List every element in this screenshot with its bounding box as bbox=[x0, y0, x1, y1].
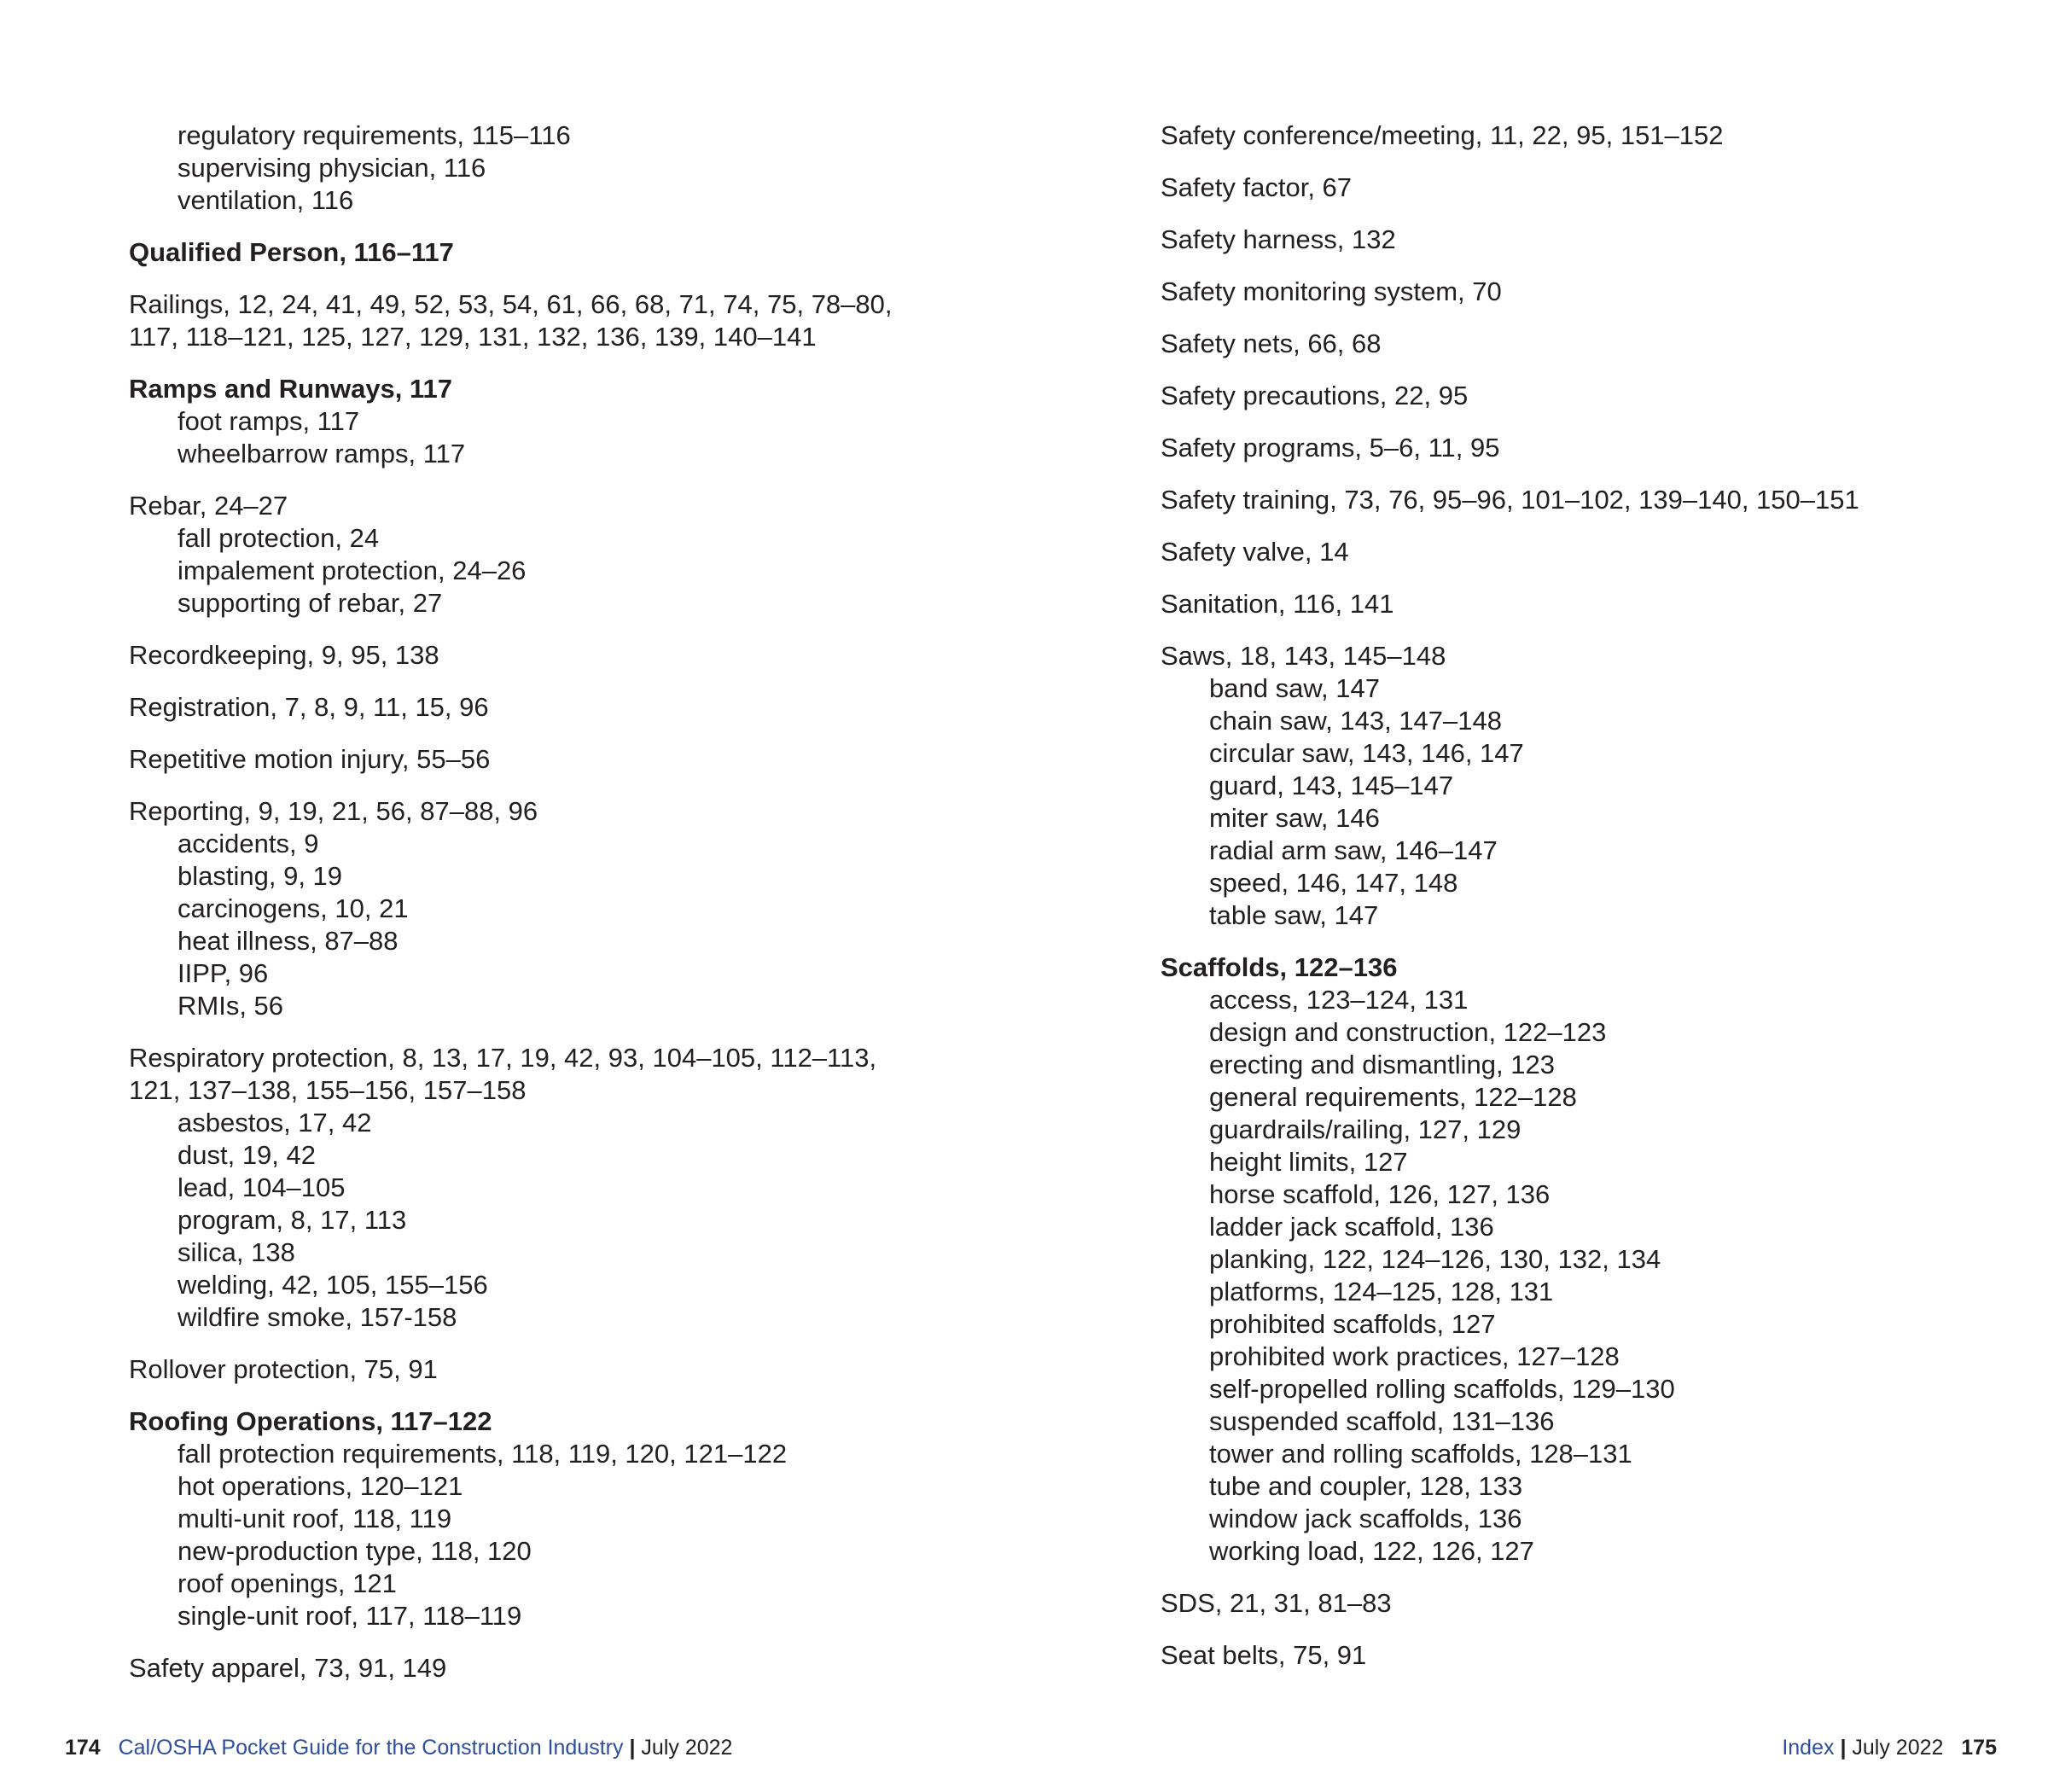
index-entry bbox=[129, 1353, 982, 1386]
index-entry bbox=[129, 795, 982, 1022]
index-subentry: self-propelled rolling scaffolds, 129–130 bbox=[1209, 1374, 1675, 1404]
footer-date: July 2022 bbox=[641, 1736, 733, 1760]
index-subentry: wildfire smoke, 157-158 bbox=[177, 1302, 457, 1332]
index-entry bbox=[129, 373, 982, 470]
index-term: Seat belts, 75, 91 bbox=[1161, 1640, 1367, 1670]
index-subentry: working load, 122, 126, 127 bbox=[1209, 1536, 1534, 1566]
index-subentry: hot operations, 120–121 bbox=[177, 1471, 463, 1501]
index-section-heading: Roofing Operations, 117–122 bbox=[129, 1406, 492, 1436]
index-entry bbox=[129, 1652, 982, 1684]
index-subentry: accidents, 9 bbox=[177, 829, 319, 858]
index-subentry: new-production type, 118, 120 bbox=[177, 1536, 532, 1566]
index-subentry: ventilation, 116 bbox=[177, 185, 354, 215]
footer-date: July 2022 bbox=[1852, 1736, 1944, 1760]
index-subentry: chain saw, 143, 147–148 bbox=[1209, 706, 1502, 736]
index-subentry: height limits, 127 bbox=[1209, 1147, 1408, 1177]
index-subentry: IIPP, 96 bbox=[177, 958, 269, 988]
index-subentry: band saw, 147 bbox=[1209, 673, 1380, 703]
index-term: Safety precautions, 22, 95 bbox=[1161, 381, 1469, 410]
index-subentry: tube and coupler, 128, 133 bbox=[1209, 1471, 1523, 1501]
guide-title: Cal/OSHA Pocket Guide for the Construction Industry bbox=[118, 1736, 624, 1760]
index-entry bbox=[129, 743, 982, 776]
index-subentry: radial arm saw, 146–147 bbox=[1209, 835, 1498, 865]
index-entry bbox=[1161, 640, 2014, 932]
index-subentry: speed, 146, 147, 148 bbox=[1209, 868, 1458, 898]
index-section-heading: Ramps and Runways, 117 bbox=[129, 374, 453, 404]
index-section-heading: Scaffolds, 122–136 bbox=[1161, 952, 1398, 982]
index-subentry: erecting and dismantling, 123 bbox=[1209, 1050, 1555, 1079]
index-subentry: carcinogens, 10, 21 bbox=[177, 893, 409, 923]
index-entry bbox=[1161, 1639, 2014, 1672]
index-subentry: program, 8, 17, 113 bbox=[177, 1205, 407, 1235]
index-subentry: asbestos, 17, 42 bbox=[177, 1108, 372, 1137]
index-term: Safety apparel, 73, 91, 149 bbox=[129, 1653, 447, 1683]
index-term: Safety conference/meeting, 11, 22, 95, 151–152 bbox=[1161, 120, 1724, 150]
index-entry bbox=[1161, 328, 2014, 360]
index-subentry: access, 123–124, 131 bbox=[1209, 985, 1469, 1015]
index-term: Railings, 12, 24, 41, 49, 52, 53, 54, 61, 66, 68, 71, 74, 75, 78–80, bbox=[129, 289, 893, 319]
index-entry bbox=[129, 236, 982, 269]
index-entry bbox=[1161, 484, 2014, 516]
index-entry bbox=[1161, 224, 2014, 256]
index-term: Safety monitoring system, 70 bbox=[1161, 276, 1502, 306]
index-subentry: planking, 122, 124–126, 130, 132, 134 bbox=[1209, 1244, 1661, 1274]
index-subentry: impalement protection, 24–26 bbox=[177, 556, 527, 585]
index-subentry: guardrails/railing, 127, 129 bbox=[1209, 1114, 1521, 1144]
index-subentry: tower and rolling scaffolds, 128–131 bbox=[1209, 1439, 1632, 1469]
index-entry bbox=[129, 639, 982, 672]
index-subentry: ladder jack scaffold, 136 bbox=[1209, 1212, 1494, 1242]
index-subentry: fall protection requirements, 118, 119, 120, 121–122 bbox=[177, 1439, 788, 1469]
index-entry bbox=[1161, 172, 2014, 204]
index-term: Recordkeeping, 9, 95, 138 bbox=[129, 640, 439, 670]
index-subentry: platforms, 124–125, 128, 131 bbox=[1209, 1277, 1554, 1306]
index-subentry: lead, 104–105 bbox=[177, 1172, 346, 1202]
index-entry bbox=[1161, 432, 2014, 464]
index-subentry: fall protection, 24 bbox=[177, 523, 380, 553]
index-term: Safety valve, 14 bbox=[1161, 537, 1349, 567]
index-subentry: roof openings, 121 bbox=[177, 1568, 397, 1598]
index-entry bbox=[129, 288, 982, 353]
index-subentry: prohibited scaffolds, 127 bbox=[1209, 1309, 1496, 1339]
index-subentry: design and construction, 122–123 bbox=[1209, 1017, 1607, 1047]
index-term: Safety harness, 132 bbox=[1161, 224, 1396, 254]
footer-separator: | bbox=[1840, 1736, 1847, 1760]
index-subentry: table saw, 147 bbox=[1209, 900, 1379, 930]
index-subentry: RMIs, 56 bbox=[177, 991, 284, 1021]
index-term: Rollover protection, 75, 91 bbox=[129, 1354, 438, 1384]
index-subentry: silica, 138 bbox=[177, 1237, 295, 1267]
index-entry bbox=[129, 1405, 982, 1632]
index-term: Rebar, 24–27 bbox=[129, 491, 288, 521]
index-subentry: horse scaffold, 126, 127, 136 bbox=[1209, 1179, 1551, 1209]
index-term-continuation: 121, 137–138, 155–156, 157–158 bbox=[129, 1075, 527, 1105]
index-term: Sanitation, 116, 141 bbox=[1161, 589, 1394, 619]
index-term: Safety factor, 67 bbox=[1161, 172, 1353, 202]
index-entry bbox=[1161, 536, 2014, 568]
index-subentry: foot ramps, 117 bbox=[177, 406, 360, 436]
index-subentry: supervising physician, 116 bbox=[177, 153, 486, 183]
footer-separator: | bbox=[629, 1736, 636, 1760]
index-subentry: blasting, 9, 19 bbox=[177, 861, 343, 891]
index-subentry: supporting of rebar, 27 bbox=[177, 588, 443, 618]
index-subentry: wheelbarrow ramps, 117 bbox=[177, 439, 466, 468]
index-subentry: window jack scaffolds, 136 bbox=[1209, 1504, 1522, 1533]
index-subentry: guard, 143, 145–147 bbox=[1209, 771, 1454, 800]
index-subentry: single-unit roof, 117, 118–119 bbox=[177, 1601, 522, 1631]
index-term: Reporting, 9, 19, 21, 56, 87–88, 96 bbox=[129, 796, 538, 826]
index-entry bbox=[1161, 951, 2014, 1568]
index-subentry: regulatory requirements, 115–116 bbox=[177, 120, 571, 150]
index-subentry: heat illness, 87–88 bbox=[177, 926, 399, 956]
index-entry bbox=[129, 1042, 982, 1334]
index-entry bbox=[1161, 588, 2014, 620]
index-term: Respiratory protection, 8, 13, 17, 19, 42, 93, 104–105, 112–113, bbox=[129, 1043, 877, 1073]
index-term: Safety nets, 66, 68 bbox=[1161, 329, 1382, 358]
footer-right bbox=[1782, 1735, 1997, 1760]
page-number-left: 174 bbox=[65, 1736, 101, 1760]
index-subentry: miter saw, 146 bbox=[1209, 803, 1380, 833]
index-entry bbox=[1161, 380, 2014, 412]
index-subentry: prohibited work practices, 127–128 bbox=[1209, 1341, 1620, 1371]
index-subentry: welding, 42, 105, 155–156 bbox=[177, 1270, 488, 1300]
footer-left bbox=[65, 1735, 732, 1760]
index-subentry: circular saw, 143, 146, 147 bbox=[1209, 738, 1524, 768]
index-term-continuation: 117, 118–121, 125, 127, 129, 131, 132, 136, 139, 140–141 bbox=[129, 322, 817, 352]
index-subentry: dust, 19, 42 bbox=[177, 1140, 317, 1170]
index-subentry: suspended scaffold, 131–136 bbox=[1209, 1406, 1555, 1436]
index-column-left bbox=[129, 119, 982, 1704]
index-entry bbox=[129, 691, 982, 724]
index-term: Registration, 7, 8, 9, 11, 15, 96 bbox=[129, 692, 489, 722]
index-entry bbox=[129, 490, 982, 620]
index-term: Saws, 18, 143, 145–148 bbox=[1161, 641, 1446, 671]
index-subentry: general requirements, 122–128 bbox=[1209, 1082, 1577, 1112]
section-name: Index bbox=[1782, 1736, 1835, 1760]
index-term: SDS, 21, 31, 81–83 bbox=[1161, 1588, 1392, 1618]
index-entry bbox=[1161, 1587, 2014, 1620]
page-number-right: 175 bbox=[1961, 1736, 1997, 1760]
index-section-heading: Qualified Person, 116–117 bbox=[129, 237, 454, 267]
index-subentry: multi-unit roof, 118, 119 bbox=[177, 1504, 452, 1533]
index-column-right bbox=[1161, 119, 2014, 1691]
index-entry bbox=[1161, 276, 2014, 308]
index-entry bbox=[1161, 119, 2014, 152]
index-term: Repetitive motion injury, 55–56 bbox=[129, 744, 491, 774]
index-term: Safety programs, 5–6, 11, 95 bbox=[1161, 433, 1500, 463]
index-entry bbox=[129, 119, 982, 217]
index-term: Safety training, 73, 76, 95–96, 101–102, 139–140, 150–151 bbox=[1161, 485, 1859, 515]
